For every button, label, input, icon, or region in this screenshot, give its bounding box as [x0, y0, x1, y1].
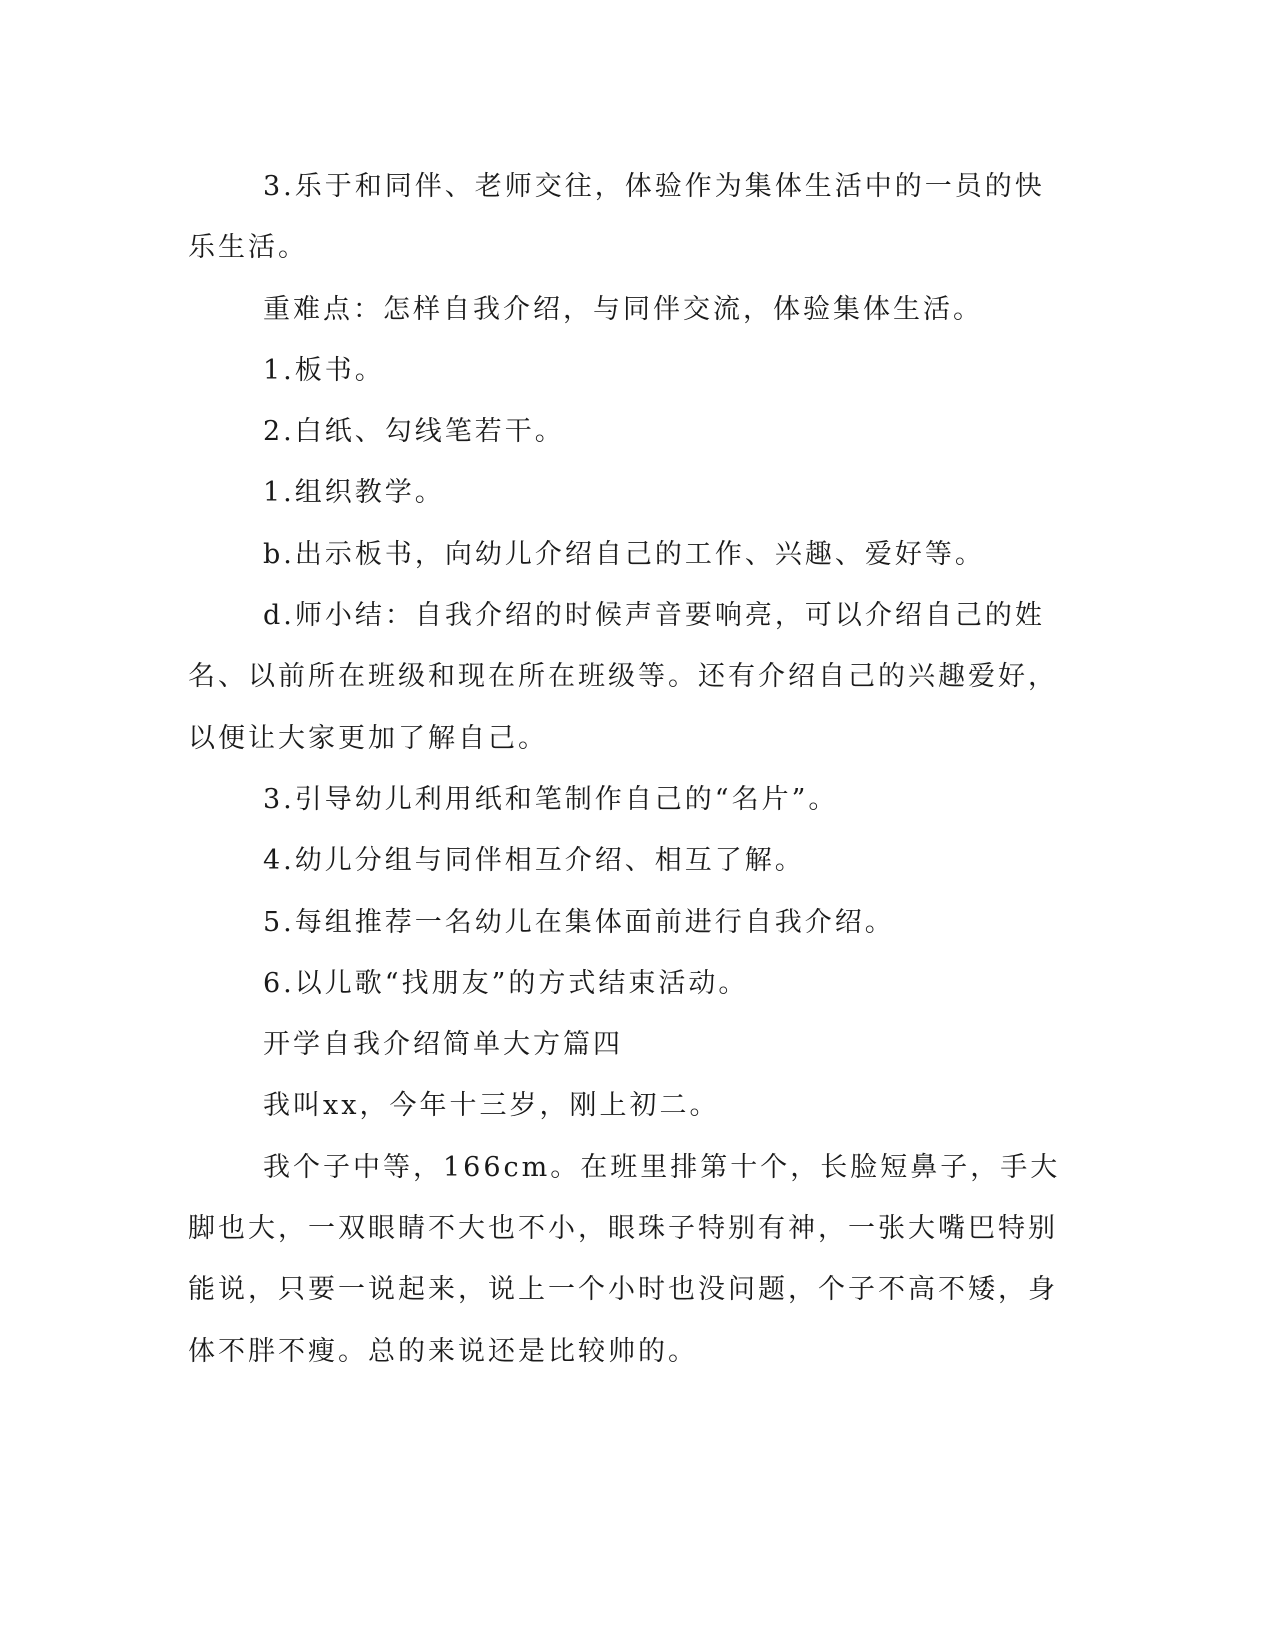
- section-heading: 开学自我介绍简单大方篇四: [263, 1029, 623, 1061]
- paragraph-step-5: 5.每组推荐一名幼儿在集体面前进行自我介绍。: [263, 906, 895, 938]
- paragraph-prep-2: 2.白纸、勾线笔若干。: [263, 416, 565, 448]
- paragraph-step-3: 3.引导幼儿利用纸和笔制作自己的“名片”。: [263, 783, 839, 815]
- paragraph-key-points: 重难点：怎样自我介绍，与同伴交流，体验集体生活。: [263, 293, 983, 325]
- paragraph-step-4: 4.幼儿分组与同伴相互介绍、相互了解。: [263, 845, 805, 877]
- paragraph-prep-1: 1.板书。: [263, 354, 385, 386]
- paragraph-goal-3: 3.乐于和同伴、老师交往，体验作为集体生活中的一员的快乐生活。: [188, 171, 1045, 264]
- paragraph-step-d: d.师小结：自我介绍的时候声音要响亮，可以介绍自己的姓名、以前所在班级和现在所在班级等。还有介绍自己的兴趣爱好，以便让大家更加了解自己。: [188, 600, 1058, 754]
- document-body: [188, 156, 1068, 1382]
- paragraph-step-b: b.出示板书，向幼儿介绍自己的工作、兴趣、爱好等。: [263, 538, 985, 570]
- paragraph-intro-appearance: 我个子中等，166cm。在班里排第十个，长脸短鼻子，手大脚也大，一双眼睛不大也不小，眼珠子特别有神，一张大嘴巴特别能说，只要一说起来，说上一个小时也没问题，个子不高不矮，身体不胖不瘦。总的来说还是比较帅的。: [188, 1151, 1061, 1367]
- paragraph-intro-name: 我叫xx，今年十三岁，刚上初二。: [263, 1090, 720, 1122]
- paragraph-step-1: 1.组织教学。: [263, 477, 445, 509]
- paragraph-step-6: 6.以儿歌“找朋友”的方式结束活动。: [263, 967, 749, 999]
